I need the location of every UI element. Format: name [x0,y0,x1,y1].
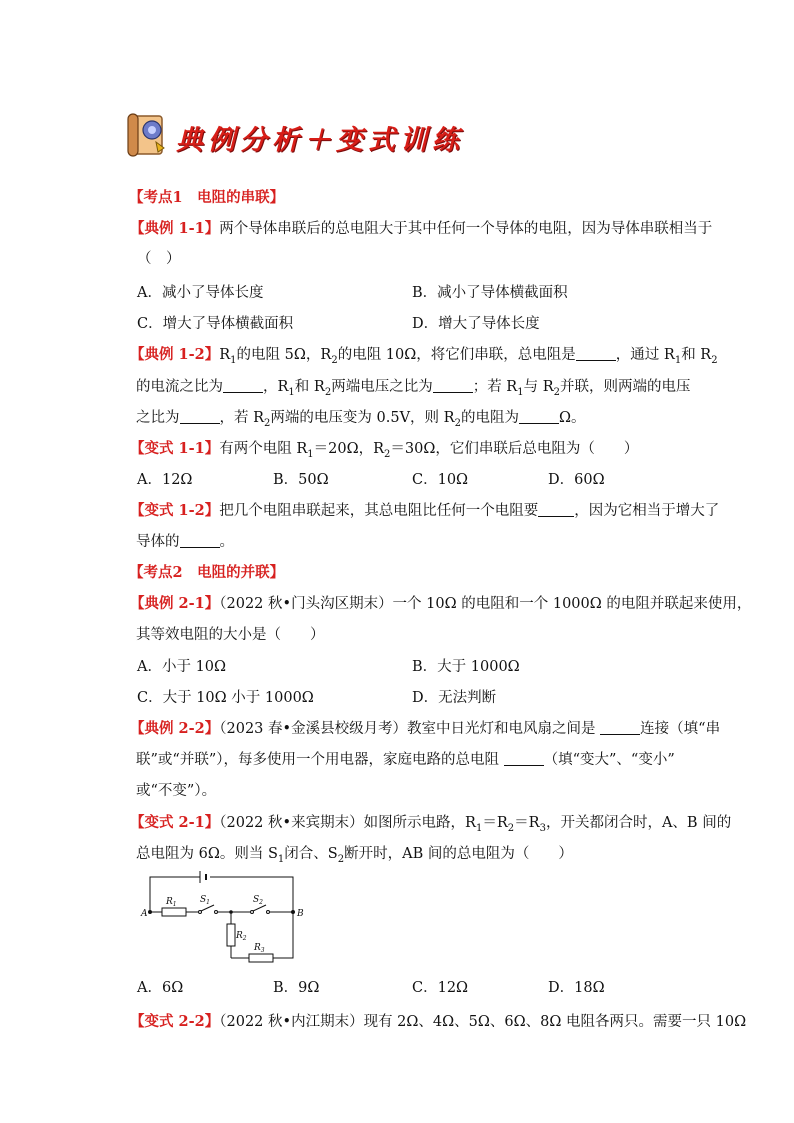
circuit-diagram [140,868,310,968]
node-b [291,910,295,914]
question-tag: 【变式 2-2】 [130,1013,220,1030]
question-v2-2: 【变式 2-2】（2022 秋•内江期末）现有 2Ω、4Ω、5Ω、6Ω、8Ω 电阻各两只。需要一只 10Ω [130,1013,747,1030]
svg-text:S1: $S_1$ [200,895,210,906]
option-d[interactable]: D．无法判断 [412,690,497,706]
answer-blank[interactable] [180,533,220,549]
option-d[interactable]: D．60Ω [548,472,605,488]
question-v1-2: 【变式 1-2】把几个电阻串联起来，其总电阻比任何一个电阻要 ，因为它相当于增大了 [130,502,720,519]
answer-blank[interactable] [180,409,220,425]
answer-blank[interactable] [504,751,544,767]
question-tag: 【典例 2-1】 [130,595,220,612]
option-d[interactable]: D．18Ω [548,980,605,996]
question-tag: 【变式 2-1】 [130,814,220,831]
option-c[interactable]: C．12Ω [412,980,469,996]
question-tag: 【变式 1-1】 [130,440,220,457]
question-tag: 【典例 1-1】 [130,220,220,237]
option-d[interactable]: D．增大了导体长度 [412,316,540,332]
option-c[interactable]: C．10Ω [412,472,469,488]
question-1-2-line2: 的电流之比为 ，$R_1$和 $R_2$两端电压之比为 ；若 $R_1$与 $R_2$并联，则两端的电压 [136,379,691,398]
option-b[interactable]: B．9Ω [273,980,320,996]
question-2-2: 【典例 2-2】（2023 春•金溪县校级月考）教室中日光灯和电风扇之间是 连接（填“串 [130,720,721,737]
node-a [148,910,152,914]
question-1-1 [130,217,712,238]
svg-text:B: B [297,909,304,919]
question-tag: 【典例 2-2】 [130,720,220,737]
page-title: 典例分析＋变式训练 [176,125,464,156]
resistor-r2 [227,924,235,946]
answer-blank[interactable] [576,346,616,362]
resistor-r1 [162,908,186,916]
svg-text:R3: $R_3$ [254,943,265,954]
option-a[interactable]: A．12Ω [137,472,193,488]
question-v2-1: 【变式 2-1】（2022 秋•来宾期末）如图所示电路，$R_1=R_2=R_3$，开关都闭合时，A、B 间的 [130,814,732,834]
question-1-2: 【典例 1-2】$R_1$的电阻 5Ω，$R_2$的电阻 10Ω，将它们串联，总电阻是 ，通过 $R_1$和 $R_2$ [130,346,718,366]
option-b[interactable]: B．50Ω [273,472,329,488]
answer-blank[interactable] [433,378,473,394]
scroll-book-icon [126,112,172,160]
question-2-1: 【典例 2-1】（2022 秋•门头沟区期末）一个 10Ω 的电阻和一个 1000Ω 的电阻并联起来使用， [130,595,752,612]
question-2-2-line2: 联”或“并联”），每多使用一个用电器，家庭电路的总电阻 （填“变大”、“变小” [136,752,675,768]
svg-text:R2: $R_2$ [236,931,247,942]
question-tag: 【变式 1-2】 [130,502,220,519]
question-text: 两个导体串联后的总电阻大于其中任何一个导体的电阻，因为导体串联相当于 [219,221,713,237]
option-c[interactable]: C．大于 10Ω 小于 1000Ω [137,690,314,706]
option-b[interactable]: B．减小了导体横截面积 [412,285,568,301]
question-text-cont: （ ） [137,251,181,267]
option-a[interactable]: A．6Ω [137,980,184,996]
question-2-2-line3: 或“不变”）。 [136,783,217,799]
resistor-r3 [249,954,273,962]
question-text-cont: 其等效电阻的大小是（ ） [136,627,325,643]
answer-blank[interactable] [223,378,263,394]
svg-text:R1: $R_1$ [166,897,177,908]
option-a[interactable]: A．小于 10Ω [137,659,227,675]
answer-blank[interactable] [538,502,574,518]
answer-blank[interactable] [600,720,640,736]
section-heading-2: 【考点2 电阻的并联】 [129,564,285,581]
question-1-2-line3: 之比为 ，若 $R_2$两端的电压变为 0.5V，则 $R_2$的电阻为 Ω。 [136,410,586,429]
section-heading-1: 【考点1 电阻的串联】 [129,189,285,206]
option-c[interactable]: C．增大了导体横截面积 [137,316,294,332]
option-a[interactable]: A．减小了导体长度 [137,285,264,301]
question-v2-1-line2: 总电阻为 6Ω。则当 $S_1$闭合、$S_2$断开时，AB 间的总电阻为（ ） [136,846,573,865]
question-tag: 【典例 1-2】 [130,346,220,363]
answer-blank[interactable] [519,409,559,425]
option-b[interactable]: B．大于 1000Ω [412,659,520,675]
svg-text:S2: $S_2$ [253,895,263,906]
svg-text:A: A [141,909,148,919]
question-v1-1: 【变式 1-1】有两个电阻 $R_1=20\Omega$，$R_2=30\Omega$，它们串联后总电阻为（ ） [130,440,639,460]
question-v1-2-line2: 导体的 。 [136,534,234,550]
